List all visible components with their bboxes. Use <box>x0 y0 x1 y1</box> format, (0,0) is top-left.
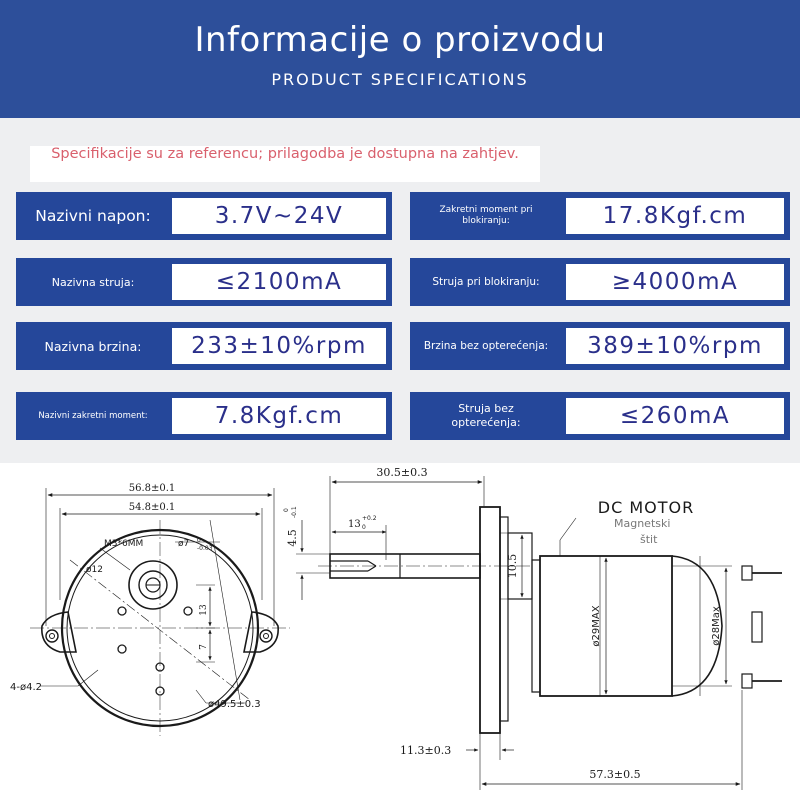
dim-boss-height: 10.5 <box>506 553 519 579</box>
dim-motor-diameter: ø29MAX <box>591 605 602 647</box>
side-view <box>283 466 782 790</box>
spec-row-stall-torque <box>410 192 790 240</box>
shaft-tol-upper: 0 <box>197 537 201 544</box>
dim-flat-depth: 4.5 <box>286 529 299 547</box>
spec-value: 17.8Kgf.cm <box>566 198 784 234</box>
dim-flange-thickness: 11.3±0.3 <box>400 744 452 757</box>
flat-depth-tol-upper: 0 <box>283 508 290 512</box>
mounting-holes: 4-ø4.2 <box>10 682 42 693</box>
shield-label-line2: štit <box>640 533 658 546</box>
notice-text: Specifikacije su za referencu; prilagodba je dostupna na zahtjev. <box>51 146 519 162</box>
spec-row-rated-voltage <box>16 192 392 240</box>
dim-flat-length: 13 <box>348 519 361 530</box>
spec-value: 389±10%rpm <box>566 328 784 364</box>
flat-tol-lower: 0 <box>362 524 366 531</box>
page-subtitle: PRODUCT SPECIFICATIONS <box>271 70 529 89</box>
spec-value: 233±10%rpm <box>172 328 386 364</box>
spec-label: Zakretni moment pri blokiranju: <box>439 205 533 226</box>
technical-drawing <box>0 463 800 800</box>
spec-value: 3.7V~24V <box>172 198 386 234</box>
thread-label: M3*6MM <box>104 539 144 549</box>
motor-label: DC MOTOR <box>597 498 695 517</box>
shield-label-line1: Magnetski <box>614 517 671 530</box>
page-title: Informacije o proizvodu <box>194 20 606 60</box>
spec-label: Nazivni napon: <box>35 207 151 225</box>
spec-value: ≥4000mA <box>566 264 784 300</box>
spec-value: ≤260mA <box>566 398 784 434</box>
spec-label: Brzina bez opterećenja: <box>423 340 549 352</box>
dim-can-diameter: ø28Max <box>711 606 722 646</box>
spec-label: Struja bez opterećenja: <box>451 402 521 429</box>
spec-value: 7.8Kgf.cm <box>172 398 386 434</box>
front-view <box>10 483 290 736</box>
shaft-diameter: ø7 <box>178 539 190 549</box>
dim-total-length: 57.3±0.5 <box>589 768 641 781</box>
dim-13: 13 <box>199 604 209 616</box>
body-diameter: ø49.5±0.3 <box>208 699 261 710</box>
shaft-tol-lower: -0.03 <box>197 545 213 552</box>
spec-row-no-load-current <box>410 392 790 440</box>
spec-label: Nazivna brzina: <box>44 338 142 354</box>
spec-row-rated-speed <box>16 322 392 370</box>
spec-label: Nazivni zakretni moment: <box>38 411 148 421</box>
spec-label: Nazivna struja: <box>51 275 135 289</box>
header-banner <box>0 0 800 118</box>
dim-outer-width: 56.8±0.1 <box>128 483 176 494</box>
flat-depth-tol-lower: -0.1 <box>291 506 298 518</box>
spec-row-no-load-speed <box>410 322 790 370</box>
boss-diameter: ø12 <box>86 565 103 575</box>
dim-inner-width: 54.8±0.1 <box>128 502 176 513</box>
spec-label: Struja pri blokiranju: <box>432 276 540 288</box>
dim-7: 7 <box>199 644 209 650</box>
spec-row-rated-current <box>16 258 392 306</box>
spec-row-stall-current <box>410 258 790 306</box>
spec-value: ≤2100mA <box>172 264 386 300</box>
dim-shaft-length: 30.5±0.3 <box>376 466 428 479</box>
spec-row-rated-torque <box>16 392 392 440</box>
flat-tol-upper: +0.2 <box>362 515 377 522</box>
